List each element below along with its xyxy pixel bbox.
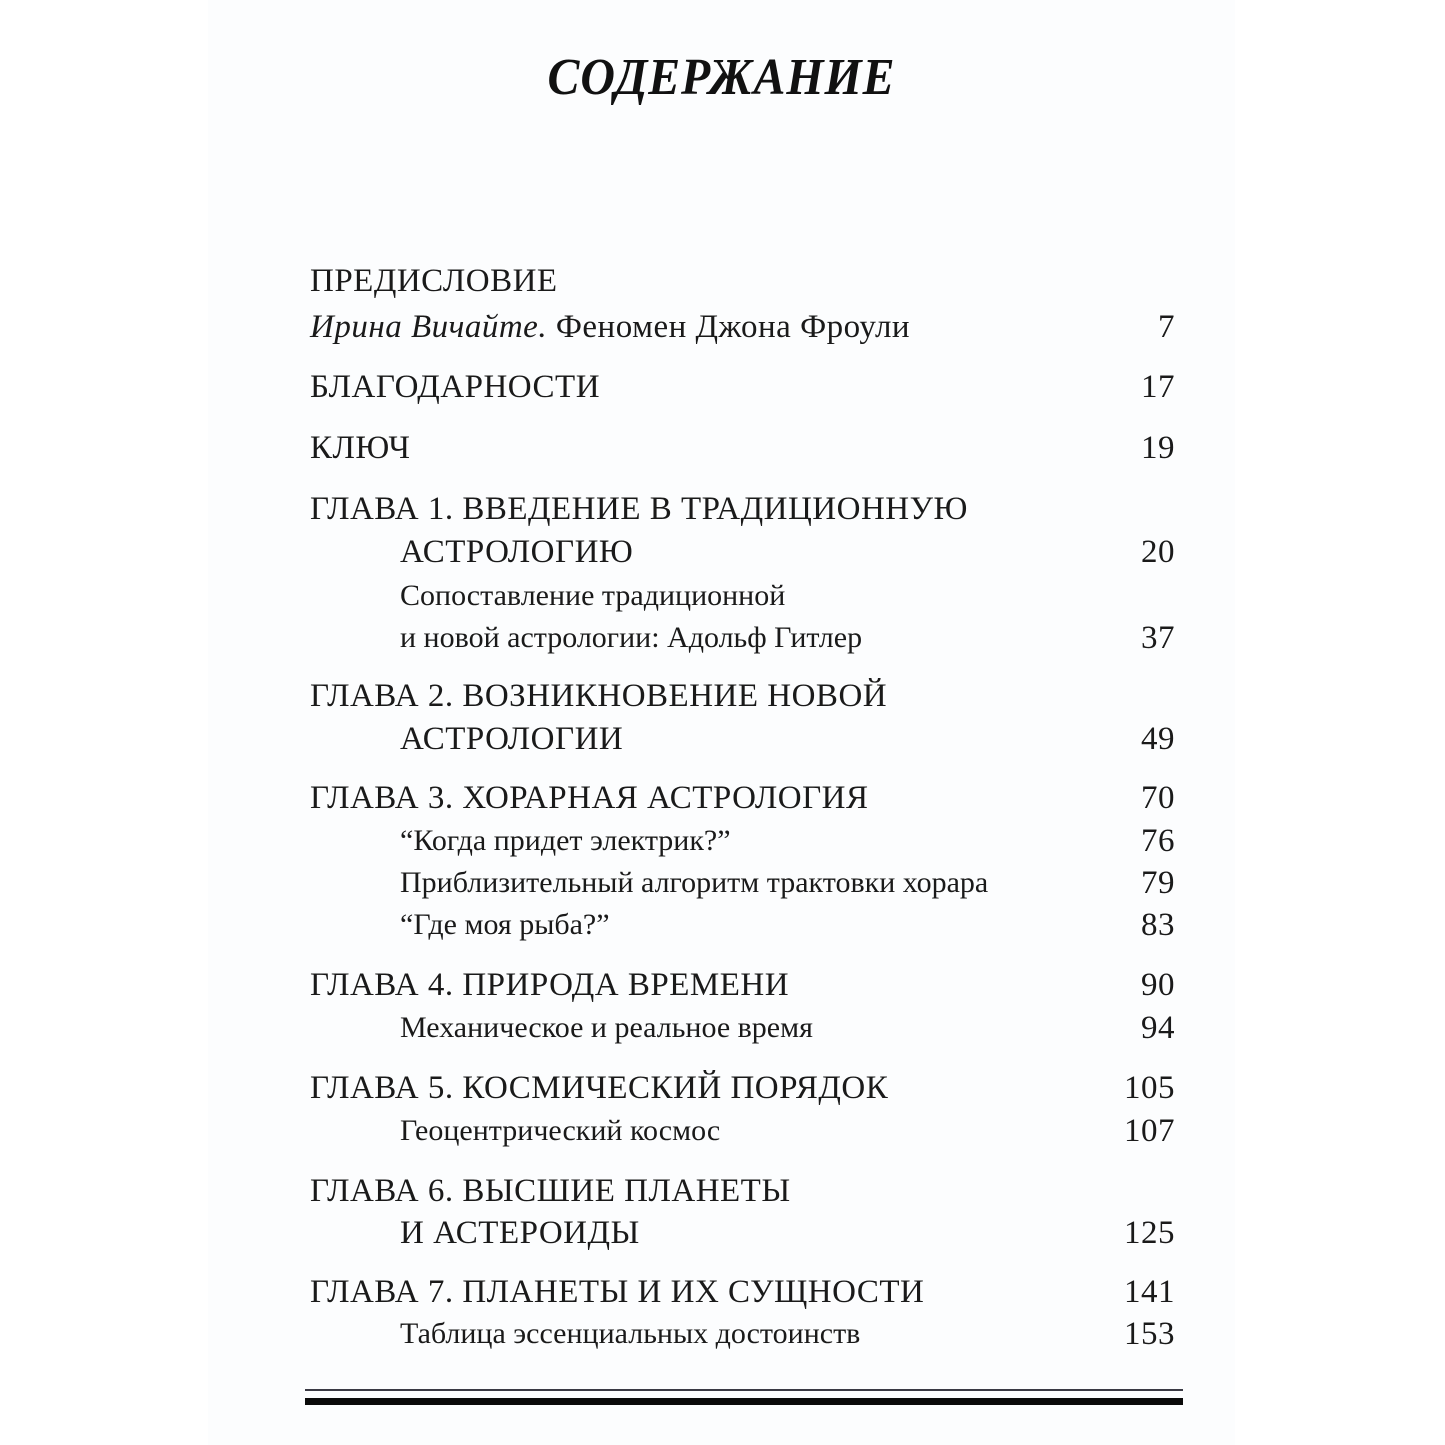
- toc-entry-label: ГЛАВА 5. КОСМИЧЕСКИЙ ПОРЯДОК: [310, 1070, 889, 1106]
- toc-entry-page: 153: [1124, 1316, 1175, 1352]
- toc-entry-label: АСТРОЛОГИИ: [400, 721, 624, 757]
- toc-entry-label: [310, 306, 910, 348]
- toc-entry-label: ГЛАВА 7. ПЛАНЕТЫ И ИХ СУЩНОСТИ: [310, 1274, 925, 1310]
- toc-entry-label: ГЛАВА 3. ХОРАРНАЯ АСТРОЛОГИЯ: [310, 780, 869, 816]
- toc-entry-chapter-2-cont: [310, 718, 1183, 760]
- toc-entry-chapter-6: [310, 1170, 1183, 1212]
- toc-entry-subsection: [310, 575, 1183, 617]
- toc-entry-page: 107: [1124, 1113, 1175, 1149]
- toc-entry-chapter-1: [310, 488, 1183, 530]
- toc-entry-preface-heading: [310, 260, 1183, 302]
- toc-entry-page: 105: [1124, 1070, 1175, 1106]
- toc-entry-chapter-1-cont: [310, 531, 1183, 573]
- toc-entry-label: ГЛАВА 2. ВОЗНИКНОВЕНИЕ НОВОЙ: [310, 678, 888, 714]
- toc-entry-title: Феномен Джона Фроули: [555, 309, 911, 345]
- toc-entry-author: Ирина Вичайте.: [310, 309, 548, 345]
- toc-entry-page: 17: [1141, 369, 1175, 405]
- toc-entry-label: ГЛАВА 1. ВВЕДЕНИЕ В ТРАДИЦИОННУЮ: [310, 491, 968, 527]
- toc-entry-label: Геоцентрический космос: [400, 1114, 721, 1147]
- toc-entry-preface: [310, 306, 1183, 348]
- toc-entry-page: 94: [1141, 1010, 1175, 1046]
- toc-entry-page: 7: [1158, 309, 1175, 345]
- toc-entry-label: Приблизительный алгоритм трактовки хорара: [400, 866, 989, 899]
- toc-entry-label: ГЛАВА 6. ВЫСШИЕ ПЛАНЕТЫ: [310, 1173, 791, 1209]
- toc-entry-page: 76: [1141, 823, 1175, 859]
- toc-entry-label: “Где моя рыба?”: [400, 908, 610, 941]
- toc-entry-page: 125: [1124, 1215, 1175, 1251]
- toc-entry-chapter-5: [310, 1067, 1183, 1109]
- toc-entry-label: АСТРОЛОГИЮ: [400, 534, 634, 570]
- toc-entry-page: 70: [1141, 780, 1175, 816]
- toc-entry-subsection: [310, 617, 1183, 659]
- toc-entry-label: Таблица эссенциальных достоинств: [400, 1317, 861, 1350]
- book-page: [208, 0, 1235, 1445]
- toc-entry-subsection: [310, 820, 1183, 862]
- footer-rule-thick: [305, 1398, 1183, 1405]
- toc-entry-subsection: [310, 1313, 1183, 1355]
- toc-entry-label: БЛАГОДАРНОСТИ: [310, 369, 601, 405]
- toc-entry-subsection: [310, 1007, 1183, 1049]
- page-title: СОДЕРЖАНИЕ: [547, 49, 896, 106]
- toc-entry-key: [310, 427, 1183, 469]
- toc-entry-page: 90: [1141, 967, 1175, 1003]
- toc-entry-label: Сопоставление традиционной: [400, 579, 786, 612]
- toc-entry-chapter-2: [310, 675, 1183, 717]
- toc-entry-chapter-3: [310, 777, 1183, 819]
- toc-entry-page: 20: [1141, 534, 1175, 570]
- toc-entry-label: и новой астрологии: Адольф Гитлер: [400, 621, 863, 654]
- toc-entry-page: 19: [1141, 430, 1175, 466]
- toc-entry-label: КЛЮЧ: [310, 430, 411, 466]
- toc-entry-chapter-6-cont: [310, 1212, 1183, 1254]
- toc-entry-label: ПРЕДИСЛОВИЕ: [310, 263, 558, 299]
- toc-entry-acknowledgements: [310, 366, 1183, 408]
- toc-entry-page: 49: [1141, 721, 1175, 757]
- toc-entry-chapter-4: [310, 964, 1183, 1006]
- toc-entry-label: Механическое и реальное время: [400, 1011, 813, 1044]
- toc-entry-page: 141: [1124, 1274, 1175, 1310]
- toc-entry-subsection: [310, 1110, 1183, 1152]
- toc-entry-page: 37: [1141, 620, 1175, 656]
- toc-entry-label: И АСТЕРОИДЫ: [400, 1215, 640, 1251]
- toc-entry-page: 79: [1141, 865, 1175, 901]
- toc-entry-chapter-7: [310, 1271, 1183, 1313]
- toc-entry-subsection: [310, 904, 1183, 946]
- toc-entry-label: ГЛАВА 4. ПРИРОДА ВРЕМЕНИ: [310, 967, 790, 1003]
- footer-rule-thin: [305, 1389, 1183, 1391]
- toc-entry-subsection: [310, 862, 1183, 904]
- toc-entry-label: “Когда придет электрик?”: [400, 824, 731, 857]
- toc-entry-page: 83: [1141, 907, 1175, 943]
